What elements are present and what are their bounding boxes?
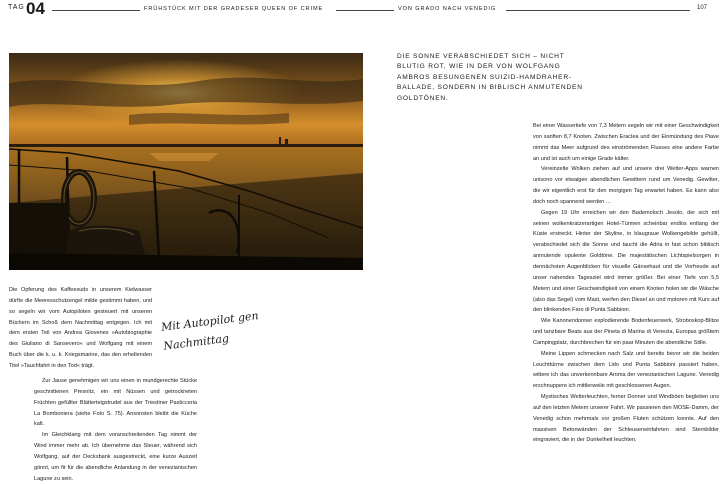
page-number: 107 (697, 5, 708, 11)
right-text-column (533, 121, 719, 446)
page-header (0, 0, 720, 20)
header-rule (506, 10, 690, 11)
day-tag-number: 04 (26, 0, 45, 18)
handwritten-line: Nachmittag (162, 331, 230, 353)
handwritten-caption (160, 306, 262, 356)
header-rule (52, 10, 140, 11)
paragraph: Die Opferung des Kaffeesuds in unserem Kielwasser dürfte die Meeresschutzengel milde gestimmt haben, und so segeln wir vom Autopiloten gesteuert mit unseren Büchern im Schoß dem Nachmittag entgegen. Ich mit dem ersten Teil von Andrea Giovenes »Autobiographie des Giuliano di Sansevero« und Wolfgang mit einem Buch über die k. u. k. Kriegsmarine, das den erhellenden Titel »Tauchfahrt in den Tod« trägt. (9, 287, 152, 369)
chapter-title: FRÜHSTÜCK MIT DER GRADESER QUEEN OF CRIME (144, 6, 324, 12)
pull-quote: DIE SONNE VERABSCHIEDET SICH – NICHT BLUTIG ROT, WIE IN DER VON WOLFGANG AMBROS BESUNGENEN SUIZID-HAMDRAHER-BALLADE, SONDERN IN BIBLISCH ANMUTENDEN GOLDTÖNEN. (397, 53, 583, 102)
handwritten-line: Mit Autopilot gen (160, 309, 260, 334)
middle-text-column (34, 376, 197, 484)
paragraph: Gegen 19 Uhr erreichen wir den Bademoloch Jesolo, der sich mit seinen wolkenkratzerartigen Hotel-Türmen scheinbar endlos entlang der Küste erstreckt. Hinter der Skyline, in blaugraue Wolkengebilde gehüllt, verabschiedet sich die Sonne und taucht die Adria in fast schon biblisch anmutende opulente Goldtöne. Die majestätischen Lichtspielsorgen in dennächsten Augenblicken für visuelle Gänsehaut und die Vorfreude auf unser nahendes Tagesziel wird immer größer. Bei einer Tiefe von 5,5 Metern und einer Geschwindigkeit von einem Knoten holen wir die Wäsche (also das Segel) vom Mast, werfen den Diesel an und motoren mit Kurs auf den blinkenden Faro di Punta Sabbioni. (533, 209, 719, 314)
paragraph: Zur Jause genehmigen wir uns einen in mundgerechte Stücke geschnittenen Presnitz, ein mit Nüssen und getrockneten Früchten gefüllter Blätterteigstrudel aus der Triestiner Pasticceria La Bomboniera (siehe Foto S. 75). Ansonsten bleibt die Küche kalt. (34, 378, 197, 428)
paragraph: Vereinzelte Wolken ziehen auf und unsere drei Wetter-Apps warnen unisono vor etwaigen abendlichen Gewittern rund um Venedig. Gewitter, die wir eigentlich erst für den morgigen Tag erwartet haben. Es kann also doch noch spannend werden … (533, 166, 719, 205)
paragraph: Mystisches Wetterleuchten, ferner Donner und Windböen begleiten uns auf den letzten Metern unserer Fahrt. Wir passieren den MOSE-Damm, der Venedig schon mehrmals vor großen Fluten schützen konnte. Auf den massiven Betonwänden der Schleuseneinfahrten sind Sternbilder eingraviert, die in der Dunkelheit leuchten. (533, 394, 719, 444)
header-rule (336, 10, 394, 11)
paragraph: Wie Kanonendonner explodierende Bodenfeuerwerk, Stroboskop-Blitze und tanzbare Beats aus der Pineta di Marina di Venezia, Europas größtem Campingplatz, durchbrechen für ein paar Minuten die abendliche Stille. (533, 318, 719, 346)
left-text-column (9, 285, 152, 372)
section-title: VON GRADO NACH VENEDIG (398, 6, 497, 12)
sunset-photo (9, 53, 363, 270)
day-tag-label: TAG (8, 4, 25, 11)
paragraph: Bei einer Wassertiefe von 7,3 Metern segeln wir mit einer Geschwindigkeit von sanften 8,7 Knoten. Zwischen Eraclea und der Einmündung des Piave nimmt das Meer aufgrund des einströmenden Flusses eine andere Farbe an und ist auch um einige Grade kälter. (533, 123, 719, 162)
paragraph: Meine Lippen schmecken nach Salz und bereits bevor wir die beiden Leuchttürme zwischen dem Lido und Punta Sabbioni passiert haben, wittere ich das unverkennbare Aroma der venezianischen Lagune. Venedig erschnuppere ich mittlerweile mit geschlossenen Augen. (533, 350, 719, 390)
paragraph: Im Gleichklang mit dem voranschreitenden Tag nimmt der Wind immer mehr ab. Ich übernehme das Steuer, während sich Wolfgang, auf der Decksbank ausgestreckt, eine kurze Auszeit gönnt, um fit für die abendliche Anlandung in der venezianischen Lagune zu sein. (34, 432, 197, 482)
